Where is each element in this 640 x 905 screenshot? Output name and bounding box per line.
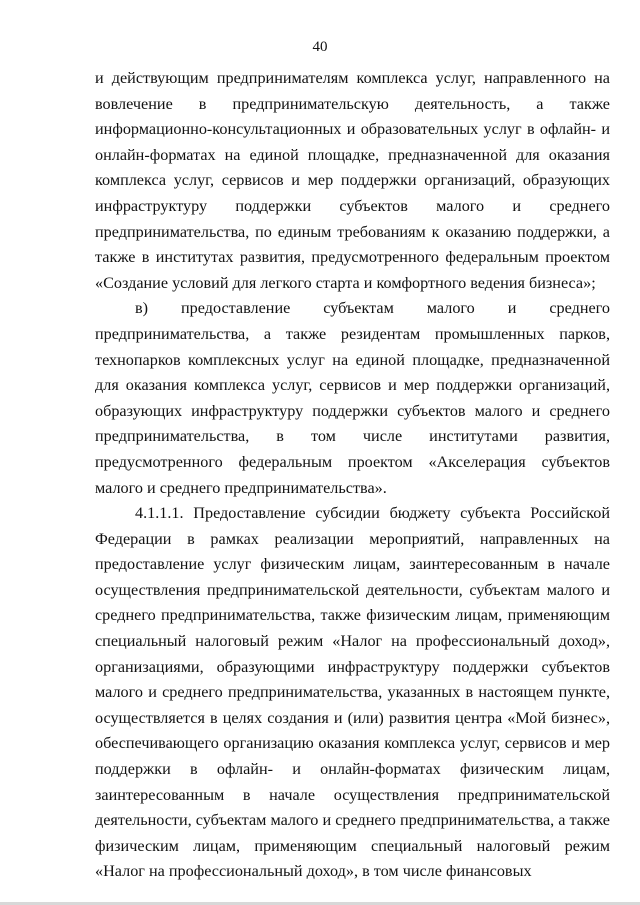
- document-body: [95, 66, 610, 885]
- paragraph-item-v: в) предоставление субъектам малого и среднего предпринимательства, а также резидентам промышленных парков, технопарков комплексных услуг на единой площадке, предназначенной для оказания комплекса услуг, сервисов и мер поддержки организаций, образующих инфраструктуру поддержки субъектов малого и среднего предпринимательства, в том числе институтами развития, предусмотренного федеральным проектом «Акселерация субъектов малого и среднего предпринимательства».: [95, 299, 610, 497]
- paragraph-4-1-1-1: 4.1.1.1. Предоставление субсидии бюджету субъекта Российской Федерации в рамках реализации мероприятий, направленных на предоставление услуг физическим лицам, заинтересованным в начале осуществления предпринимательской деятельности, субъектам малого и среднего предпринимательства, также физическим лицам, применяющим специальный налоговый режим «Налог на профессиональный доход», организациями, образующими инфраструктуру поддержки субъектов малого и среднего предпринимательства, указанных в настоящем пункте, осуществляется в целях создания и (или) развития центра «Мой бизнес», обеспечивающего организацию оказания комплекса услуг, сервисов и мер поддержки в офлайн- и онлайн-форматах физическим лицам, заинтересованным в начале осуществления предпринимательской деятельности, субъектам малого и среднего предпринимательства, а также физическим лицам, применяющим специальный налоговый режим «Налог на профессиональный доход», в том числе финансовых: [95, 504, 610, 881]
- paragraph-continuation: и действующим предпринимателям комплекса услуг, направленного на вовлечение в предпринимательскую деятельность, а также информационно-консультационных и образовательных услуг в офлайн- и онлайн-форматах на единой площадке, предназначенной для оказания комплекса услуг, сервисов и мер поддержки организаций, образующих инфраструктуру поддержки субъектов малого и среднего предпринимательства, по единым требованиям к оказанию поддержки, а также в институтах развития, предусмотренного федеральным проектом «Создание условий для легкого старта и комфортного ведения бизнеса»;: [95, 69, 610, 292]
- page-number: 40: [312, 39, 328, 55]
